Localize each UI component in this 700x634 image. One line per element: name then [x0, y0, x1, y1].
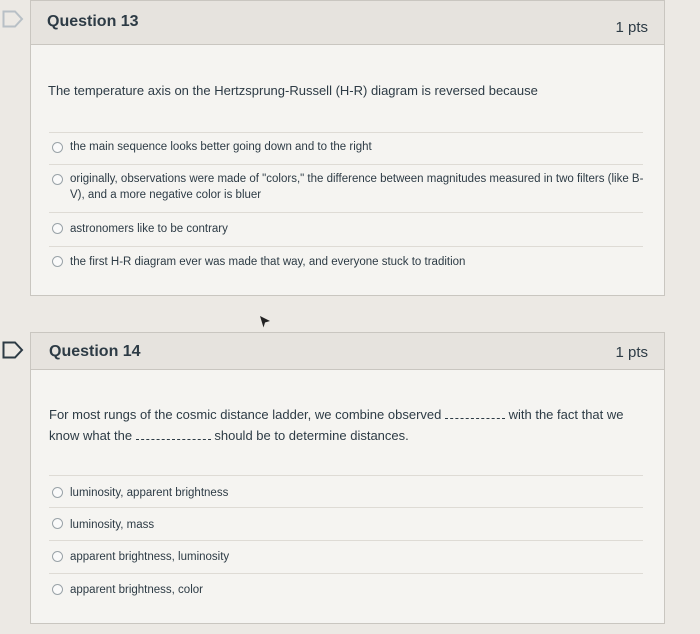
answer-option[interactable] — [49, 246, 643, 280]
question-13-header — [31, 1, 664, 45]
answer-label: the main sequence looks better going down and to the right — [70, 141, 372, 153]
question-13-text: The temperature axis on the Hertzsprung-Russell (H-R) diagram is reversed because — [48, 83, 538, 98]
q13-flag-icon[interactable] — [2, 10, 24, 28]
radio-button-icon[interactable] — [52, 584, 63, 595]
answer-option[interactable] — [49, 475, 643, 507]
answer-option[interactable] — [49, 212, 643, 246]
answer-label: luminosity, mass — [70, 519, 155, 531]
answer-label: the first H-R diagram ever was made that way, and everyone stuck to tradition — [70, 256, 466, 268]
question-14-text-part1: For most rungs of the cosmic distance ladder, we combine observed — [49, 407, 442, 422]
question-14-text-part2: with the fact that we — [508, 407, 624, 422]
radio-button-icon[interactable] — [52, 551, 63, 562]
question-13-card — [30, 0, 665, 296]
mouse-pointer-icon — [258, 315, 272, 329]
q14-flag-icon[interactable] — [2, 341, 24, 359]
fill-in-blank — [445, 406, 505, 419]
question-13-points: 1 pts — [615, 19, 648, 36]
answer-option[interactable] — [49, 507, 643, 540]
answer-label: apparent brightness, luminosity — [70, 551, 230, 563]
question-14-title: Question 14 — [49, 343, 141, 360]
fill-in-blank — [136, 427, 211, 440]
radio-button-icon[interactable] — [52, 223, 63, 234]
question-14-text-part3: know what the — [49, 428, 133, 443]
answer-option[interactable] — [49, 164, 643, 212]
radio-button-icon[interactable] — [52, 518, 63, 529]
question-14-card — [30, 332, 665, 624]
radio-button-icon[interactable] — [52, 256, 63, 267]
answer-label: apparent brightness, color — [70, 584, 203, 596]
answer-option[interactable] — [49, 540, 643, 573]
radio-button-icon[interactable] — [52, 142, 63, 153]
question-14-text-part4: should be to determine distances. — [214, 428, 409, 443]
question-14-points: 1 pts — [615, 344, 648, 361]
question-13-title: Question 13 — [47, 13, 139, 30]
question-14-text — [49, 404, 659, 446]
radio-button-icon[interactable] — [52, 174, 63, 185]
answer-label: astronomers like to be contrary — [70, 223, 228, 235]
answer-option[interactable] — [49, 132, 643, 164]
answer-label: originally, observations were made of "colors," the difference between magnitudes measured in two filters (like B-V), and a more negative color is bluer — [70, 173, 644, 201]
question-14-header — [31, 333, 664, 370]
answer-label: luminosity, apparent brightness — [70, 487, 229, 499]
answer-option[interactable] — [49, 573, 643, 606]
radio-button-icon[interactable] — [52, 487, 63, 498]
